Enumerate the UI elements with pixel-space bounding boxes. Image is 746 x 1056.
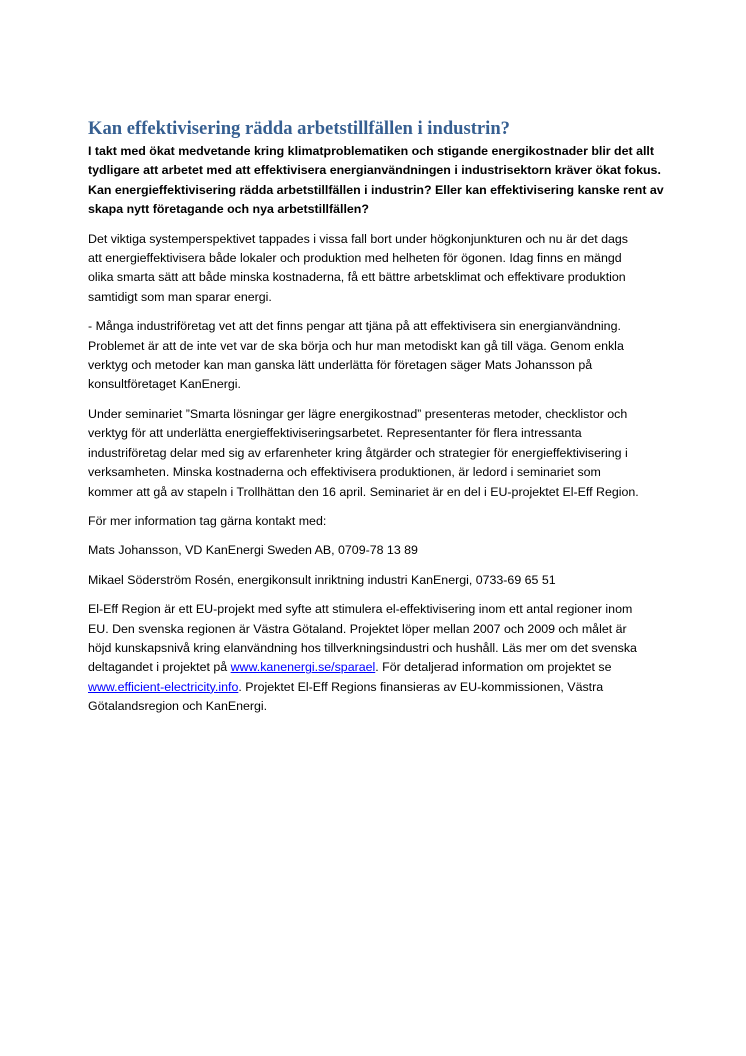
- paragraph-system-perspective: [88, 230, 658, 308]
- paragraph-project-info: [88, 600, 658, 716]
- text-line: industriföretag delar med sig av erfarenheter kring åtgärder och strategier för energieffektivisering i: [88, 445, 628, 460]
- lead-line: tydligare att arbetet med att effektivisera energianvändningen i industrisektorn kräver ökat fokus.: [88, 163, 661, 178]
- contact-mikael-soderstrom: Mikael Söderström Rosén, energikonsult inriktning industri KanEnergi, 0733-69 65 51: [88, 572, 556, 587]
- text-line: [88, 658, 658, 677]
- text-line: - Många industriföretag vet att det finns pengar att tjäna på att effektivisera sin energianvändning.: [88, 319, 621, 334]
- article-lead: [88, 142, 664, 220]
- text-line: verksamheten. Minska kostnaderna och effektivisera produktionen, är ledord i seminariet som: [88, 465, 601, 480]
- contact-intro: För mer information tag gärna kontakt med:: [88, 513, 327, 528]
- lead-line: I takt med ökat medvetande kring klimatproblematiken och stigande energikostnader blir det allt: [88, 144, 654, 158]
- text-line: Under seminariet ”Smarta lösningar ger lägre energikostnad” presenteras metoder, checklistor och: [88, 406, 628, 421]
- text-segment: deltagandet i projektet på: [88, 660, 231, 675]
- text-line: Det viktiga systemperspektivet tappades i vissa fall bort under högkonjunkturen och nu är det dags: [88, 231, 628, 246]
- text-segment: . Projektet El-Eff Regions finansieras av EU-kommissionen, Västra: [238, 679, 604, 694]
- kanenergi-link[interactable]: www.kanenergi.se/sparael: [230, 660, 376, 675]
- text-line: Götalandsregion och KanEnergi.: [88, 699, 268, 714]
- text-line: verktyg och metoder kan man ganska lätt underlätta för företagen säger Mats Johansson på: [88, 358, 593, 373]
- text-line: Problemet är att de inte vet var de ska börja och hur man metodiskt kan gå till väga. Genom enkla: [88, 338, 624, 353]
- text-line: kommer att gå av stapeln i Trollhättan den 16 april. Seminariet är en del i EU-projektet El-Eff Region.: [88, 484, 639, 499]
- efficient-electricity-link[interactable]: www.efficient-electricity.info: [88, 679, 239, 694]
- text-line: att energieffektivisera både lokaler och produktion med helheten för ögonen. Idag finns en mängd: [88, 251, 622, 266]
- text-line: olika smarta sätt att både minska kostnaderna, få ett bättre arbetsklimat och effektivare produktion: [88, 270, 626, 285]
- text-line: EU. Den svenska regionen är Västra Götaland. Projektet löper mellan 2007 och 2009 och målet är: [88, 621, 627, 636]
- text-line: höjd kunskapsnivå kring elanvändning hos tillverkningsindustri och hushåll. Läs mer om det svenska: [88, 640, 637, 655]
- article-title: Kan effektivisering rädda arbetstillfällen i industrin?: [88, 118, 510, 139]
- paragraph-seminar: [88, 405, 658, 502]
- document-page: [88, 118, 664, 727]
- text-line: konsultföretaget KanEnergi.: [88, 377, 241, 392]
- text-line: [88, 678, 658, 697]
- text-line: samtidigt som man sparar energi.: [88, 289, 272, 304]
- text-line: El-Eff Region är ett EU-projekt med syfte att stimulera el-effektivisering inom ett antal regioner inom: [88, 602, 633, 617]
- text-segment: . För detaljerad information om projektet se: [375, 660, 612, 675]
- lead-line: skapa nytt företagande och nya arbetstillfällen?: [88, 202, 369, 217]
- contact-mats-johansson: Mats Johansson, VD KanEnergi Sweden AB, 0709-78 13 89: [88, 543, 418, 558]
- text-line: verktyg för att underlätta energieffektiviseringsarbetet. Representanter för flera intressanta: [88, 426, 582, 441]
- lead-line: Kan energieffektivisering rädda arbetstillfällen i industrin? Eller kan effektivisering kanske rent av: [88, 182, 664, 197]
- paragraph-quote: [88, 317, 658, 395]
